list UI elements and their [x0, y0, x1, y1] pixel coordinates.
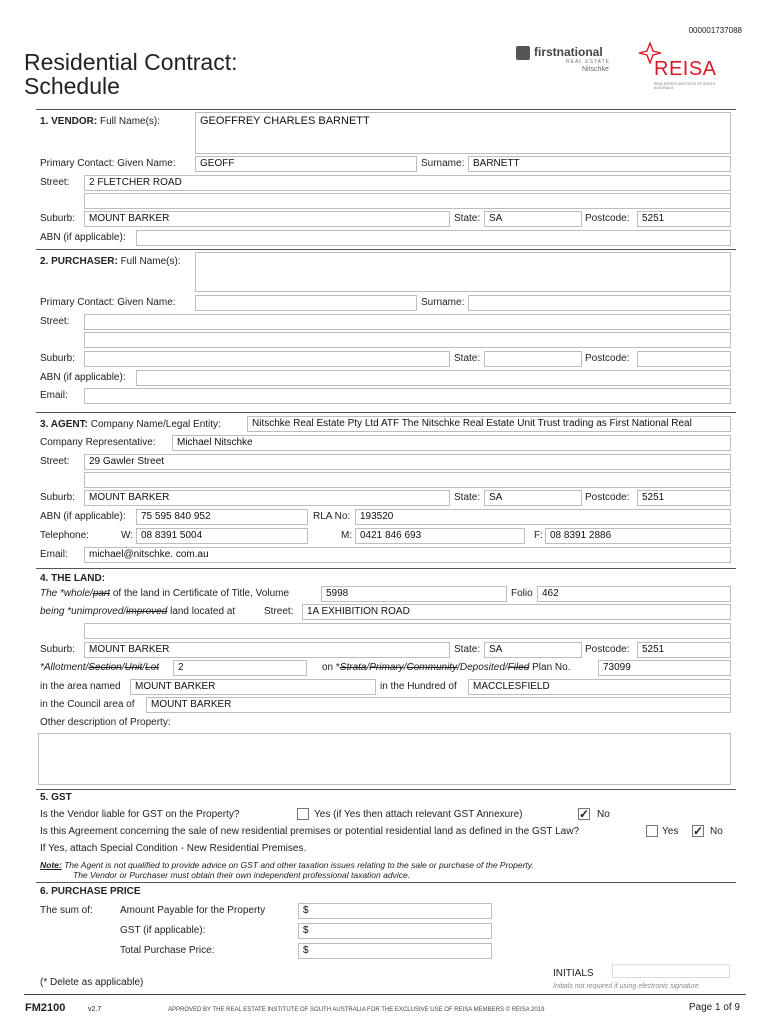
page-number: Page 1 of 9	[688, 1002, 740, 1013]
vendor-postcode-label: Postcode:	[585, 213, 630, 224]
form-code: FM2100	[25, 1002, 66, 1014]
purchaser-state-label: State:	[454, 353, 481, 364]
land-area-label: in the area named	[40, 681, 121, 692]
purchaser-suburb-label: Suburb:	[40, 353, 76, 364]
gst-q1-no-label: No	[597, 809, 610, 820]
gst-q2-no-checkbox[interactable]: ✓	[693, 824, 704, 838]
land-postcode-label: Postcode:	[585, 644, 630, 655]
price-total[interactable]: $	[298, 943, 492, 959]
price-heading: 6. PURCHASE PRICE	[40, 886, 141, 897]
purchaser-email-label: Email:	[40, 390, 68, 401]
land-suburb[interactable]: MOUNT BARKER	[84, 642, 450, 658]
vendor-suburb[interactable]: MOUNT BARKER	[84, 211, 450, 227]
vendor-street-2[interactable]	[84, 193, 731, 209]
vendor-suburb-label: Suburb:	[40, 213, 76, 224]
title-line-1: Residential Contract:	[24, 49, 238, 75]
agent-rla-label: RLA No:	[313, 511, 351, 522]
price-gst-label: GST (if applicable):	[120, 925, 206, 936]
title-line-2: Schedule	[24, 73, 120, 99]
land-street[interactable]: 1A EXHIBITION ROAD	[302, 604, 731, 620]
land-street-label: Street:	[264, 606, 294, 617]
purchaser-given-name[interactable]	[195, 295, 417, 311]
price-gst[interactable]: $	[298, 923, 492, 939]
price-amount-label: Amount Payable for the Property	[120, 905, 266, 916]
vendor-postcode[interactable]: 5251	[637, 211, 731, 227]
fn-logo-text: firstnational	[534, 45, 603, 59]
price-total-label: Total Purchase Price:	[120, 945, 215, 956]
agent-abn-label: ABN (if applicable):	[40, 511, 126, 522]
fn-logo-icon	[516, 46, 530, 60]
initials-label: INITIALS	[553, 968, 594, 979]
agent-phone-m[interactable]: 0421 846 693	[355, 528, 525, 544]
agent-fax[interactable]: 08 8391 2886	[545, 528, 731, 544]
agent-rep-label: Company Representative:	[40, 437, 156, 448]
vendor-surname-label: Surname:	[421, 158, 465, 169]
land-folio[interactable]: 462	[537, 586, 731, 602]
land-area[interactable]: MOUNT BARKER	[130, 679, 376, 695]
gst-q2-yes-label: Yes	[662, 826, 679, 837]
gst-q1-yes-label: Yes (if Yes then attach relevant GST Annexure)	[314, 809, 523, 820]
land-folio-label: Folio	[511, 588, 533, 599]
gst-q1-yes-checkbox[interactable]	[297, 808, 309, 820]
gst-q2: Is this Agreement concerning the sale of new residential premises or potential residential land as defined in the GST Law?	[40, 826, 580, 837]
delete-note: (* Delete as applicable)	[40, 977, 144, 988]
agent-f-label: F:	[534, 530, 543, 541]
agent-phone-w[interactable]: 08 8391 5004	[136, 528, 308, 544]
purchaser-street-2[interactable]	[84, 332, 731, 348]
vendor-abn[interactable]	[136, 230, 731, 246]
reisa-logo-sub: REAL ESTATE INSTITUTE OF SOUTH AUSTRALIA	[654, 82, 716, 90]
purchaser-email[interactable]	[84, 388, 731, 404]
gst-heading: 5. GST	[40, 792, 72, 803]
vendor-abn-label: ABN (if applicable):	[40, 232, 126, 243]
document-number: 000001737088	[688, 26, 742, 35]
vendor-state[interactable]: SA	[484, 211, 582, 227]
purchaser-full-names[interactable]	[195, 252, 731, 292]
agent-email[interactable]: michael@nitschke. com.au	[84, 547, 731, 563]
land-heading: 4. THE LAND:	[40, 573, 105, 584]
agent-w-label: W:	[121, 530, 134, 541]
land-state[interactable]: SA	[484, 642, 582, 658]
gst-q2-yes-checkbox[interactable]	[646, 825, 658, 837]
page-title	[24, 50, 238, 98]
initials-box[interactable]	[612, 964, 730, 978]
agent-postcode-label: Postcode:	[585, 492, 630, 503]
agent-postcode[interactable]: 5251	[637, 490, 731, 506]
agent-rep[interactable]: Michael Nitschke	[172, 435, 731, 451]
land-hundred-label: in the Hundred of	[380, 681, 457, 692]
vendor-surname[interactable]: BARNETT	[468, 156, 731, 172]
purchaser-primary-label: Primary Contact: Given Name:	[40, 297, 176, 308]
price-amount[interactable]: $	[298, 903, 492, 919]
approved-text: APPROVED BY THE REAL ESTATE INSTITUTE OF SOUTH AUSTRALIA FOR THE EXCLUSIVE USE OF REISA MEMBERS © REISA 2019	[168, 1007, 545, 1013]
fn-logo-sub: REAL ESTATE	[566, 59, 610, 65]
reisa-logo	[634, 42, 744, 92]
purchaser-street[interactable]	[84, 314, 731, 330]
land-volume[interactable]: 5998	[321, 586, 507, 602]
land-allotment[interactable]: 2	[173, 660, 307, 676]
purchaser-surname[interactable]	[468, 295, 731, 311]
agent-state[interactable]: SA	[484, 490, 582, 506]
agent-street-label: Street:	[40, 456, 70, 467]
gst-q1: Is the Vendor liable for GST on the Property?	[40, 809, 240, 820]
agent-suburb-label: Suburb:	[40, 492, 76, 503]
vendor-street[interactable]: 2 FLETCHER ROAD	[84, 175, 731, 191]
purchaser-state[interactable]	[484, 351, 582, 367]
land-other-label: Other description of Property:	[40, 717, 171, 728]
agent-email-label: Email:	[40, 549, 68, 560]
land-state-label: State:	[454, 644, 481, 655]
vendor-heading: 1. VENDOR: Full Name(s):	[40, 116, 161, 127]
land-improved-line: being *unimproved/improved land located at	[40, 606, 236, 617]
agent-abn[interactable]: 75 595 840 952	[136, 509, 308, 525]
purchaser-street-label: Street:	[40, 316, 70, 327]
initials-note: Initials not required if using electronic signature	[553, 983, 699, 990]
land-title-line: The *whole/part of the land in Certificate of Title, Volume	[40, 588, 290, 599]
purchaser-abn-label: ABN (if applicable):	[40, 372, 126, 383]
land-street-2[interactable]	[84, 623, 731, 639]
purchaser-heading: 2. PURCHASER: Full Name(s):	[40, 256, 181, 267]
firstnational-logo	[516, 46, 620, 76]
fn-logo-sub2: Nitschke	[582, 66, 609, 73]
agent-company[interactable]: Nitschke Real Estate Pty Ltd ATF The Nitschke Real Estate Unit Trust trading as First National Real	[247, 416, 731, 432]
form-version: v2.7	[88, 1006, 102, 1013]
vendor-primary-label: Primary Contact: Given Name:	[40, 158, 176, 169]
agent-street[interactable]: 29 Gawler Street	[84, 454, 731, 470]
reisa-logo-text: REISA	[654, 58, 717, 80]
land-suburb-label: Suburb:	[40, 644, 76, 655]
land-council-label: in the Council area of	[40, 699, 135, 710]
vendor-full-names[interactable]: GEOFFREY CHARLES BARNETT	[195, 112, 731, 154]
vendor-state-label: State:	[454, 213, 481, 224]
purchaser-postcode[interactable]	[637, 351, 731, 367]
land-plan-number[interactable]: 73099	[598, 660, 731, 676]
agent-suburb[interactable]: MOUNT BARKER	[84, 490, 450, 506]
gst-q2-no-label: No	[710, 826, 723, 837]
agent-m-label: M:	[341, 530, 353, 541]
purchaser-suburb[interactable]	[84, 351, 450, 367]
gst-note: Note: The Agent is not qualified to provide advice on GST and other taxation issues relating to the sale or purchase of the Property. The Vendor or Purchaser must obtain their own independent professional taxation advice.	[40, 860, 534, 880]
gst-q3: If Yes, attach Special Condition - New Residential Premises.	[40, 843, 307, 854]
purchaser-abn[interactable]	[136, 370, 731, 386]
agent-heading: 3. AGENT: Company Name/Legal Entity:	[40, 419, 221, 430]
land-postcode[interactable]: 5251	[637, 642, 731, 658]
vendor-street-label: Street:	[40, 177, 70, 188]
purchaser-postcode-label: Postcode:	[585, 353, 630, 364]
gst-q1-no-checkbox[interactable]: ✓	[579, 807, 590, 821]
agent-street-2[interactable]	[84, 472, 731, 488]
vendor-given-name[interactable]: GEOFF	[195, 156, 417, 172]
agent-rla[interactable]: 193520	[355, 509, 731, 525]
land-hundred[interactable]: MACCLESFIELD	[468, 679, 731, 695]
land-council[interactable]: MOUNT BARKER	[146, 697, 731, 713]
land-plan-label: on *Strata/Primary/Community/Deposited/Filed Plan No.	[322, 662, 571, 673]
land-other-description[interactable]	[38, 733, 731, 785]
land-allotment-label: *Allotment/Section/Unit/Lot	[40, 662, 159, 673]
purchaser-surname-label: Surname:	[421, 297, 465, 308]
agent-tel-label: Telephone:	[40, 530, 89, 541]
price-sum-label: The sum of:	[40, 905, 93, 916]
agent-state-label: State:	[454, 492, 481, 503]
